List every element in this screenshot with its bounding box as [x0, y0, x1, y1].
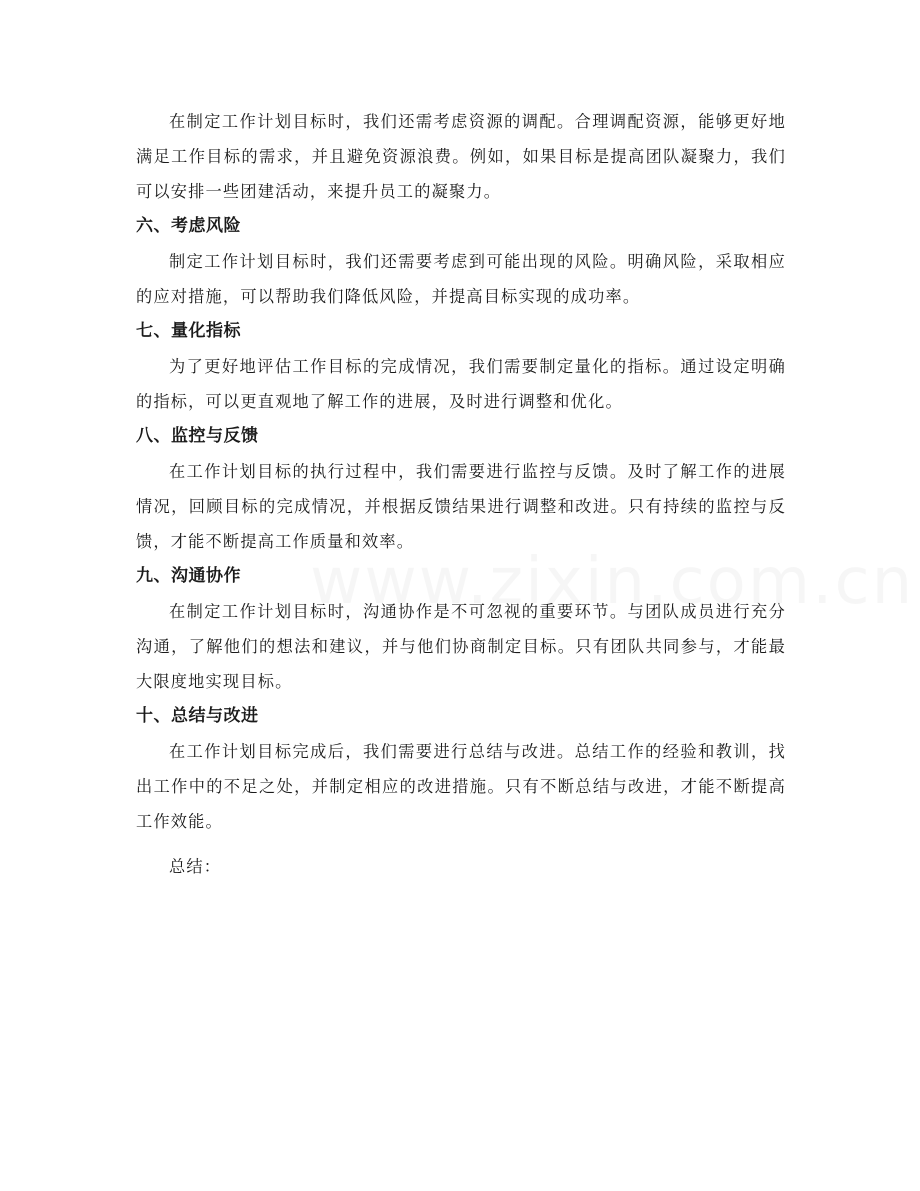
section-heading-10: 十、总结与改进: [136, 706, 259, 726]
paragraph-resource-allocation: 在制定工作计划目标时，我们还需考虑资源的调配。合理调配资源，能够更好地满足工作目标的需求，并且避免资源浪费。例如，如果目标是提高团队凝聚力，我们可以安排一些团建活动，来提升员工的凝聚力。: [136, 112, 786, 201]
section-heading-8: 八、监控与反馈: [136, 426, 259, 446]
section-heading-9: 九、沟通协作: [136, 566, 241, 586]
paragraph-communication: 在制定工作计划目标时，沟通协作是不可忽视的重要环节。与团队成员进行充分沟通，了解他们的想法和建议，并与他们协商制定目标。只有团队共同参与，才能最大限度地实现目标。: [136, 602, 786, 691]
section-heading-7: 七、量化指标: [136, 321, 241, 341]
paragraph-monitoring: 在工作计划目标的执行过程中，我们需要进行监控与反馈。及时了解工作的进展情况，回顾目标的完成情况，并根据反馈结果进行调整和改进。只有持续的监控与反馈，才能不断提高工作质量和效率。: [136, 462, 786, 551]
document-body: [136, 104, 786, 884]
paragraph-summary-improvement: 在工作计划目标完成后，我们需要进行总结与改进。总结工作的经验和教训，找出工作中的不足之处，并制定相应的改进措施。只有不断总结与改进，才能不断提高工作效能。: [136, 742, 786, 831]
paragraph-risk: 制定工作计划目标时，我们还需要考虑到可能出现的风险。明确风险，采取相应的应对措施，可以帮助我们降低风险，并提高目标实现的成功率。: [136, 252, 786, 306]
paragraph-metrics: 为了更好地评估工作目标的完成情况，我们需要制定量化的指标。通过设定明确的指标，可以更直观地了解工作的进展，及时进行调整和优化。: [136, 357, 786, 411]
summary-label: 总结：: [169, 857, 222, 876]
section-heading-6: 六、考虑风险: [136, 216, 241, 236]
